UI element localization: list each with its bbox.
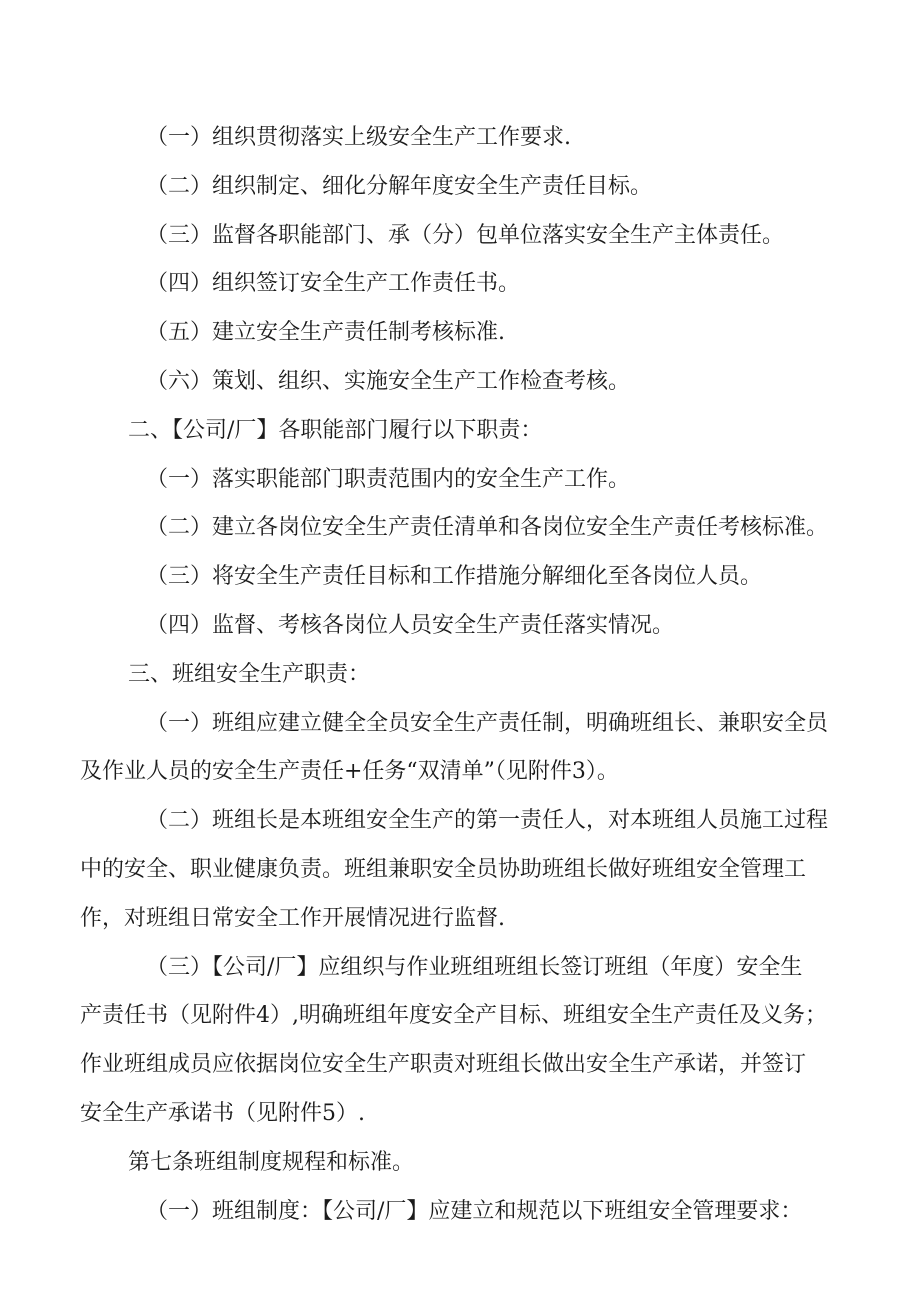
paragraph: （六）策划、组织、实施安全生产工作检查考核。 (146, 368, 631, 394)
paragraph-continuation: 中的安全、职业健康负责。班组兼职安全员协助班组长做好班组安全管理工 (80, 856, 807, 882)
paragraph: （四）组织签订安全生产工作责任书。 (146, 271, 521, 297)
paragraph-continuation: 产责任书（见附件4）,明确班组年度安全产目标、班组安全生产责任及义务； (80, 1003, 827, 1029)
paragraph: （二）组织制定、细化分解年度安全生产责任目标。 (146, 173, 653, 199)
paragraph-continuation: 作，对班组日常安全工作开展情况进行监督. (80, 905, 505, 931)
paragraph: （一）班组制度：【公司/厂】应建立和规范以下班组安全管理要求： (146, 1198, 803, 1224)
paragraph-continuation: 安全生产承诺书（见附件5）. (80, 1100, 365, 1126)
article-heading: 第七条班组制度规程和标准。 (128, 1149, 415, 1175)
paragraph: （三）将安全生产责任目标和工作措施分解细化至各岗位人员。 (146, 564, 763, 590)
paragraph: （三）监督各职能部门、承（分）包单位落实安全生产主体责任。 (146, 222, 785, 248)
paragraph-continuation: 及作业人员的安全生产责任+任务“双清单”（见附件3）。 (80, 759, 619, 785)
paragraph-continuation: 作业班组成员应依据岗位安全生产职责对班组长做出安全生产承诺，并签订 (80, 1052, 807, 1078)
paragraph: （一）组织贯彻落实上级安全生产工作要求. (146, 125, 571, 150)
paragraph: （三）【公司/厂】应组织与作业班组班组长签订班组（年度）安全生 (146, 954, 803, 980)
section-heading: 二、【公司/厂】各职能部门履行以下职责： (128, 417, 543, 443)
paragraph: （四）监督、考核各岗位人员安全生产责任落实情况。 (146, 612, 675, 638)
paragraph: （一）落实职能部门职责范围内的安全生产工作。 (146, 466, 631, 492)
paragraph: （二）班组长是本班组安全生产的第一责任人，对本班组人员施工过程 (146, 808, 829, 834)
section-heading: 三、班组安全生产职责： (128, 661, 371, 687)
paragraph: （五）建立安全生产责任制考核标准. (146, 320, 505, 346)
paragraph: （二）建立各岗位安全生产责任清单和各岗位安全生产责任考核标准。 (146, 515, 829, 541)
paragraph: （一）班组应建立健全全员安全生产责任制，明确班组长、兼职安全员 (146, 710, 829, 736)
